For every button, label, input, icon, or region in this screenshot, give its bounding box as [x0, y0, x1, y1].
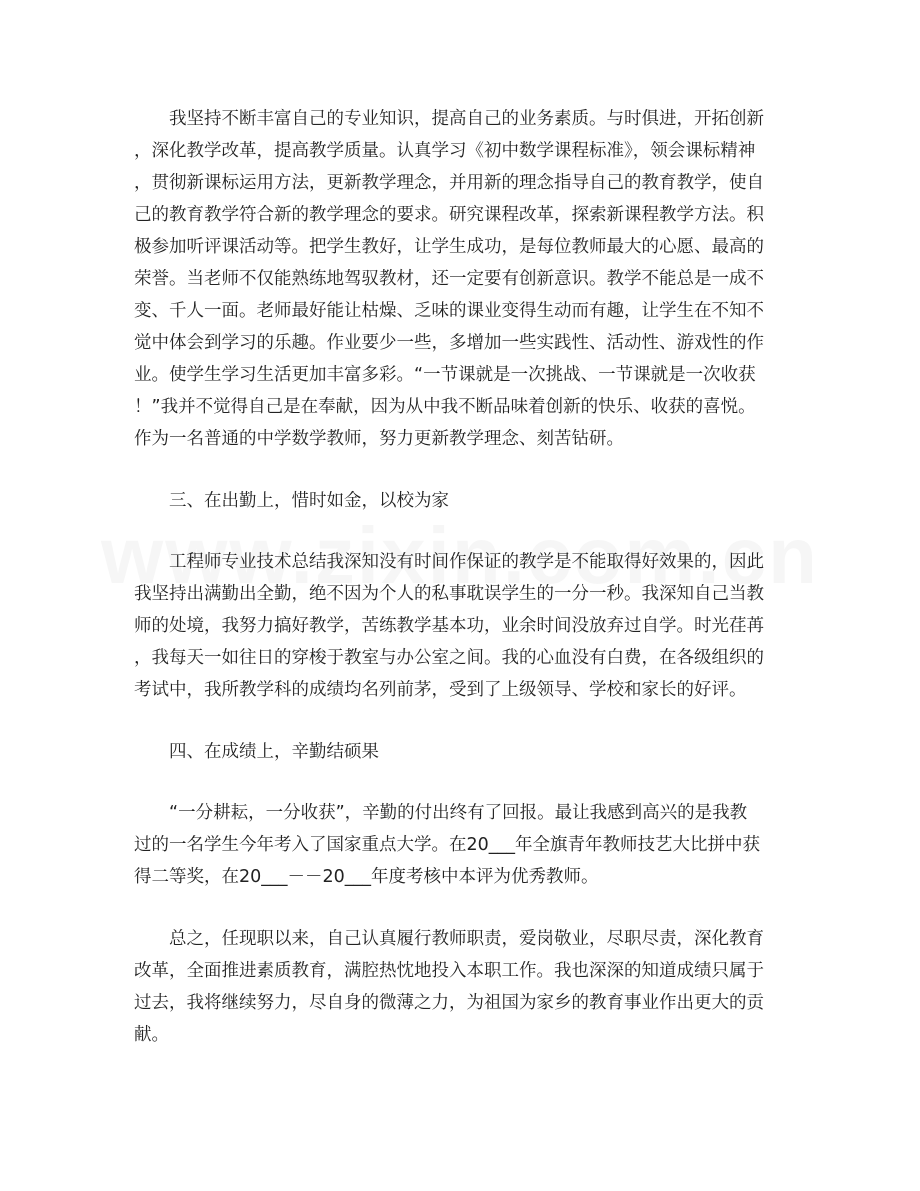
text-line: 荣誉。当老师不仅能熟练地驾驭教材，还一定要有创新意识。教学不能总是一成不	[134, 269, 764, 289]
text-line: ，深化教学改革，提高教学质量。认真学习《初中数学课程标准》，领会课标精神	[134, 141, 756, 161]
text-line: 觉中体会到学习的乐趣。作业要少一些，多增加一些实践性、活动性、游戏性的作	[134, 333, 764, 353]
text-line: “一分耕耘，一分收获”，辛勤的付出终有了回报。最让我感到高兴的是我教	[134, 803, 748, 823]
paragraph-conclusion	[134, 923, 786, 1051]
heading-text: 三、在出勤上，惜时如金，以校为家	[134, 491, 449, 511]
text-line: 作为一名普通的中学数学教师，努力更新教学理念、刻苦钻研。	[134, 429, 624, 449]
text-line: ，我每天一如往日的穿梭于教室与办公室之间。我的心血没有白费，在各级组织的	[134, 648, 764, 668]
text-line: 我坚持不断丰富自己的专业知识，提高自己的业务素质。与时俱进，开拓创新	[134, 109, 764, 129]
text-line: 极参加听评课活动等。把学生教好，让学生成功，是每位教师最大的心愿、最高的	[134, 237, 764, 257]
text-line: 得二等奖，在20___－－20___年度考核中本评为优秀教师。	[134, 867, 599, 887]
paragraph-attendance	[134, 546, 786, 706]
text-line: 变、千人一面。老师最好能让枯燥、乏味的课业变得生动而有趣，让学生在不知不	[134, 301, 764, 321]
text-line: 献。	[134, 1025, 169, 1045]
text-line: ！”我并不觉得自己是在奉献，因为从中我不断品味着创新的快乐、收获的喜悦。	[134, 397, 756, 417]
text-line: 考试中，我所教学科的成绩均名列前茅，受到了上级领导、学校和家长的好评。	[134, 680, 747, 700]
text-line: ，贯彻新课标运用方法，更新教学理念，并用新的理念指导自己的教育教学，使自	[134, 173, 764, 193]
text-line: 我坚持出满勤出全勤，绝不因为个人的私事耽误学生的一分一秒。我深知自己当教	[134, 584, 764, 604]
paragraph-achievements	[134, 797, 786, 893]
text-line: 师的处境，我努力搞好教学，苦练教学基本功，业余时间没放弃过自学。时光荏苒	[134, 616, 764, 636]
text-line: 总之，任现职以来，自己认真履行教师职责，爱岗敬业，尽职尽责，深化教育	[134, 929, 764, 949]
section-heading-attendance	[134, 485, 786, 517]
section-heading-achievements	[134, 736, 786, 768]
heading-text: 四、在成绩上，辛勤结硕果	[134, 742, 379, 762]
paragraph-professional-development	[134, 103, 786, 455]
document-body	[134, 103, 786, 1081]
text-line: 过去，我将继续努力，尽自身的微薄之力，为祖国为家乡的教育事业作出更大的贡	[134, 993, 764, 1013]
text-line: 过的一名学生今年考入了国家重点大学。在20___年全旗青年教师技艺大比拼中获	[134, 835, 761, 855]
text-line: 己的教育教学符合新的教学理念的要求。研究课程改革，探索新课程教学方法。积	[134, 205, 764, 225]
text-line: 工程师专业技术总结我深知没有时间作保证的教学是不能取得好效果的，因此	[134, 552, 764, 572]
text-line: 改革，全面推进素质教育，满腔热忱地投入本职工作。我也深深的知道成绩只属于	[134, 961, 764, 981]
text-line: 业。使学生学习生活更加丰富多彩。“一节课就是一次挑战、一节课就是一次收获	[134, 365, 756, 385]
